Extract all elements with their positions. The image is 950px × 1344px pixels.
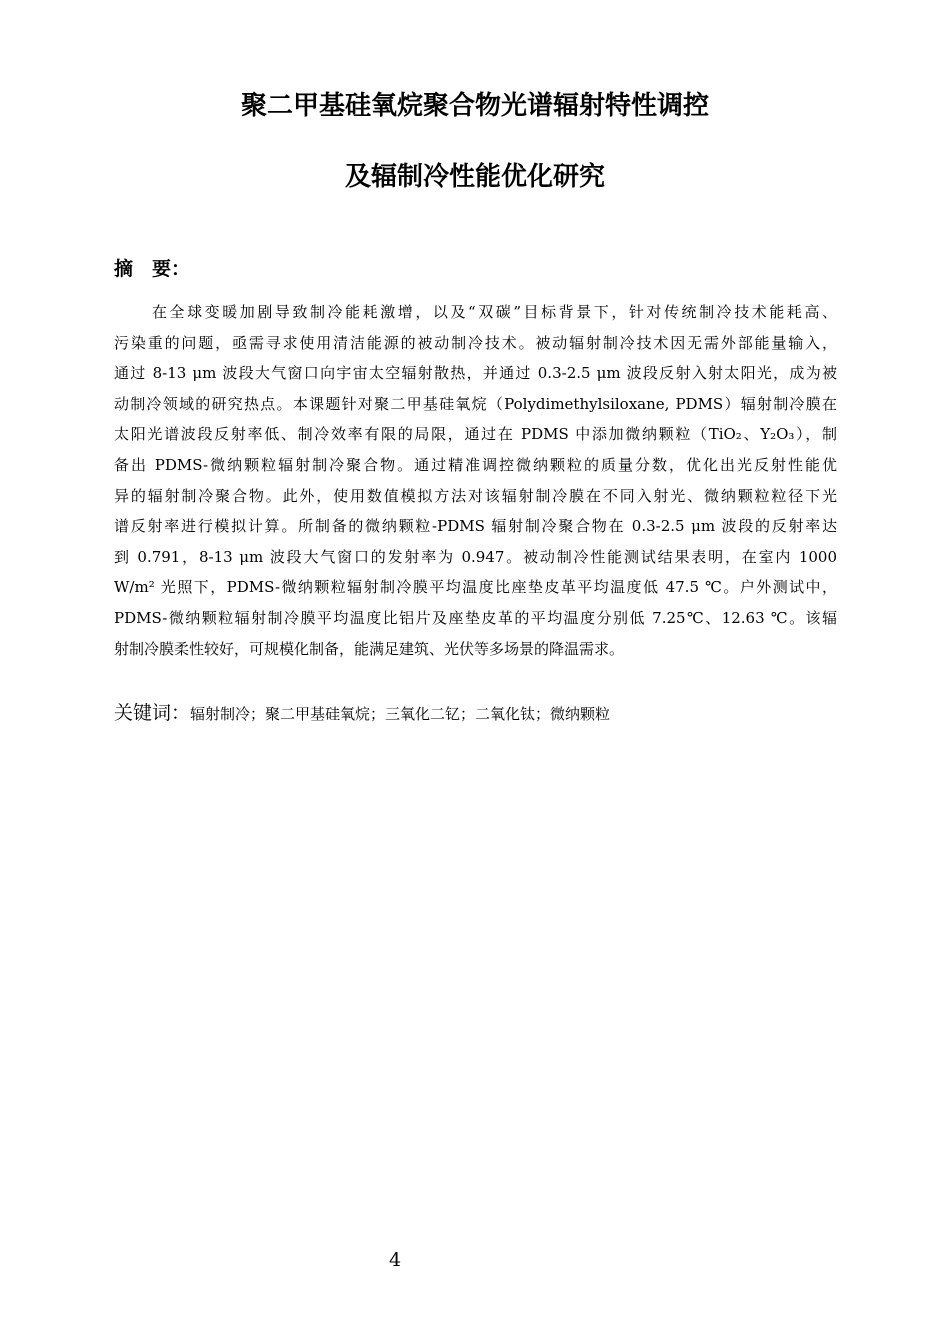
abstract-line: PDMS-微纳颗粒辐射制冷膜平均温度比铝片及座垫皮革的平均温度分别低 7.25℃、12.63 ℃。该辐 xyxy=(114,608,837,627)
abstract-line: 谱反射率进行模拟计算。所制备的微纳颗粒-PDMS 辐射制冷聚合物在 0.3-2.5 μm 波段的反射率达 xyxy=(114,517,837,536)
abstract-heading: 摘 要： xyxy=(114,258,191,280)
abstract-body xyxy=(114,297,837,664)
title-line-2: 及辐制冷性能优化研究 xyxy=(344,162,605,192)
abstract-line: 动制冷领域的研究热点。本课题针对聚二甲基硅氧烷（Polydimethylsiloxane, PDMS）辐射制冷膜在 xyxy=(114,394,837,413)
keywords-row xyxy=(114,700,610,727)
abstract-line: 太阳光谱波段反射率低、制冷效率有限的局限，通过在 PDMS 中添加微纳颗粒（TiO₂、Y₂O₃），制 xyxy=(114,425,837,444)
keywords-list: 辐射制冷；聚二甲基硅氧烷；三氧化二钇；二氧化钛；微纳颗粒 xyxy=(190,705,611,723)
abstract-line: 通过 8-13 μm 波段大气窗口向宇宙太空辐射散热，并通过 0.3-2.5 μm 波段反射入射太阳光，成为被 xyxy=(114,364,837,383)
abstract-line: 在全球变暖加剧导致制冷能耗激增，以及“双碳”目标背景下，针对传统制冷技术能耗高、 xyxy=(152,303,837,321)
abstract-line: 备出 PDMS-微纳颗粒辐射制冷聚合物。通过精准调控微纳颗粒的质量分数，优化出光反射性能优 xyxy=(114,455,837,474)
page-number: 4 xyxy=(388,1249,402,1271)
title-line-1: 聚二甲基硅氧烷聚合物光谱辐射特性调控 xyxy=(240,91,709,121)
abstract-line: 射制冷膜柔性较好，可规模化制备，能满足建筑、光伏等多场景的降温需求。 xyxy=(114,639,625,658)
abstract-line: W/m² 光照下，PDMS-微纳颗粒辐射制冷膜平均温度比座垫皮革平均温度低 47.5 ℃。户外测试中， xyxy=(114,578,837,597)
abstract-line: 到 0.791，8-13 μm 波段大气窗口的发射率为 0.947。被动制冷性能测试结果表明，在室内 1000 xyxy=(114,547,837,566)
abstract-line: 污染重的问题，亟需寻求使用清洁能源的被动制冷技术。被动辐射制冷技术因无需外部能量输入， xyxy=(114,333,837,352)
abstract-line: 异的辐射制冷聚合物。此外，使用数值模拟方法对该辐射制冷膜在不同入射光、微纳颗粒粒径下光 xyxy=(114,486,837,505)
keywords-label: 关键词： xyxy=(114,702,191,724)
